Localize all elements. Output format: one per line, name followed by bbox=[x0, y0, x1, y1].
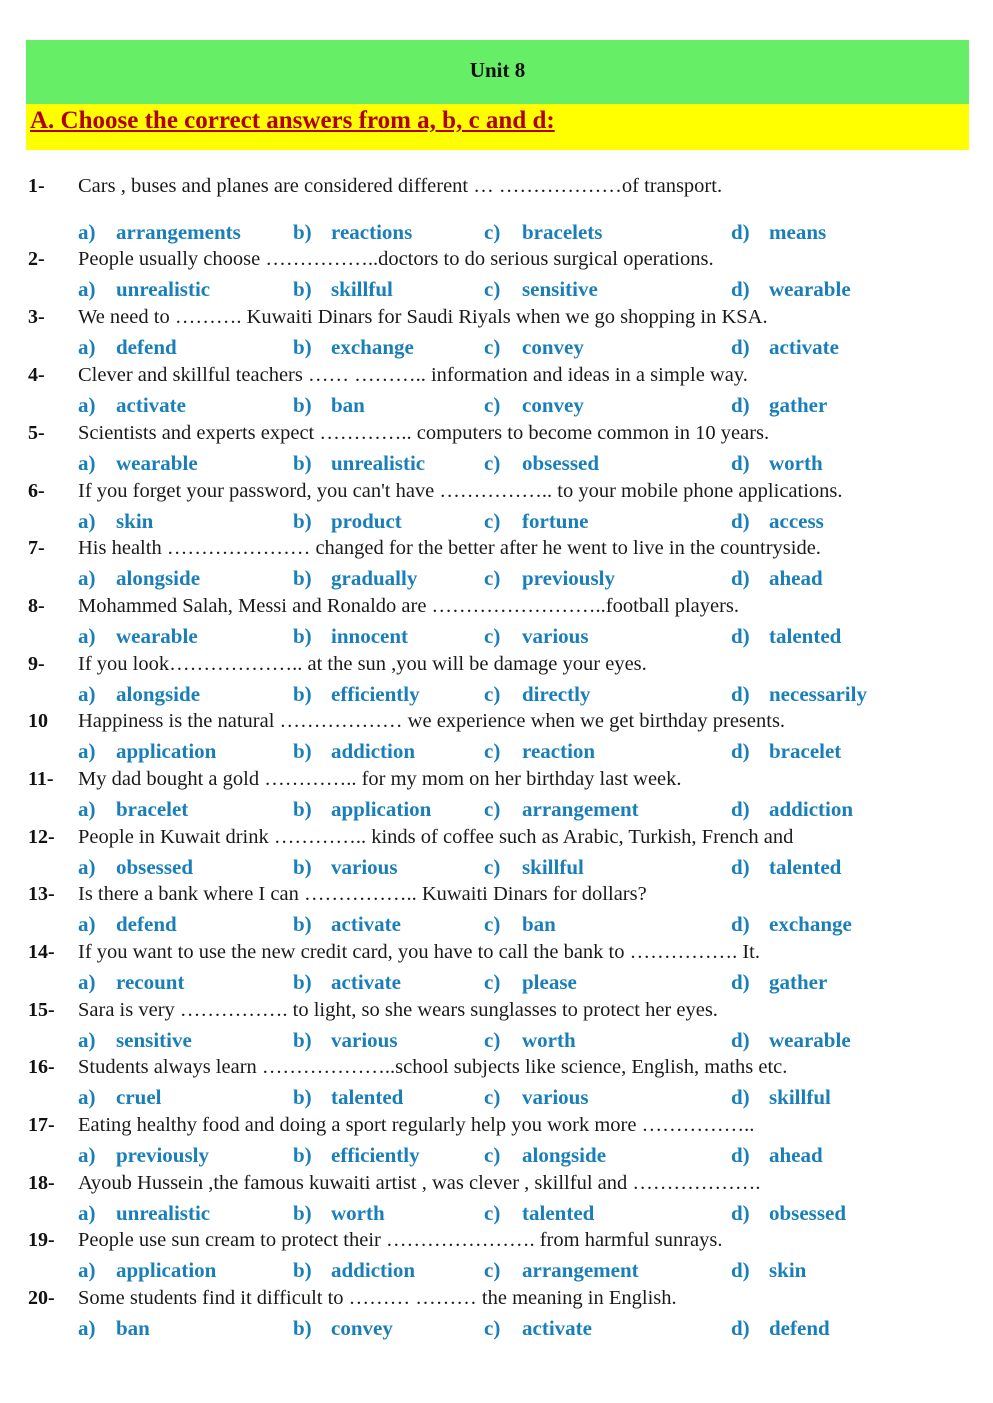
answer-option[interactable] bbox=[731, 1258, 806, 1283]
answer-option[interactable] bbox=[78, 451, 198, 476]
question-number: 1- bbox=[28, 175, 45, 197]
answer-option[interactable] bbox=[78, 855, 193, 880]
option-letter: d) bbox=[731, 220, 750, 244]
option-word: fortune bbox=[522, 509, 589, 533]
answer-option[interactable] bbox=[293, 624, 408, 649]
answer-option[interactable] bbox=[78, 912, 177, 937]
option-word: product bbox=[331, 509, 402, 533]
answer-option[interactable] bbox=[731, 970, 827, 995]
question-number: 8- bbox=[28, 595, 45, 617]
question-text: Eating healthy food and doing a sport regularly help you work more …………….. bbox=[78, 1114, 755, 1136]
answer-option[interactable] bbox=[484, 220, 602, 245]
answer-option[interactable] bbox=[731, 1143, 823, 1168]
question-text: If you look……………….. at the sun ,you will be damage your eyes. bbox=[78, 653, 647, 675]
option-word: convey bbox=[522, 335, 584, 359]
instruction-text: A. Choose the correct answers from a, b, c and d: bbox=[30, 107, 555, 134]
answer-option[interactable] bbox=[78, 682, 200, 707]
option-word: exchange bbox=[331, 335, 414, 359]
option-letter: d) bbox=[731, 682, 750, 706]
option-letter: b) bbox=[293, 1201, 312, 1225]
answer-option[interactable] bbox=[731, 797, 853, 822]
answer-option[interactable] bbox=[78, 739, 216, 764]
option-word: application bbox=[331, 797, 432, 821]
option-letter: d) bbox=[731, 855, 750, 879]
option-word: wearable bbox=[769, 1028, 851, 1052]
option-letter: a) bbox=[78, 451, 96, 475]
question-text: His health ………………… changed for the better after he went to live in the countryside. bbox=[78, 537, 821, 559]
option-word: addiction bbox=[331, 739, 416, 763]
option-letter: c) bbox=[484, 739, 501, 763]
answer-option[interactable] bbox=[78, 1085, 161, 1110]
answer-option[interactable] bbox=[293, 1085, 403, 1110]
option-word: application bbox=[116, 1258, 217, 1282]
question-number: 18- bbox=[28, 1172, 55, 1194]
answer-option[interactable] bbox=[484, 797, 639, 822]
answer-option[interactable] bbox=[731, 1028, 851, 1053]
question-number: 12- bbox=[28, 826, 55, 848]
option-letter: d) bbox=[731, 277, 750, 301]
option-word: wearable bbox=[769, 277, 851, 301]
option-letter: c) bbox=[484, 1028, 501, 1052]
option-letter: b) bbox=[293, 1028, 312, 1052]
question-number: 3- bbox=[28, 306, 45, 328]
question-number: 9- bbox=[28, 653, 45, 675]
option-letter: c) bbox=[484, 1085, 501, 1109]
option-letter: c) bbox=[484, 912, 501, 936]
option-word: addiction bbox=[331, 1258, 416, 1282]
answer-option[interactable] bbox=[293, 682, 420, 707]
option-letter: d) bbox=[731, 739, 750, 763]
question-number: 5- bbox=[28, 422, 45, 444]
option-word: activate bbox=[116, 393, 186, 417]
option-letter: a) bbox=[78, 566, 96, 590]
option-letter: b) bbox=[293, 624, 312, 648]
option-letter: a) bbox=[78, 1201, 96, 1225]
answer-option[interactable] bbox=[293, 335, 414, 360]
option-word: ban bbox=[116, 1316, 150, 1340]
answer-option[interactable] bbox=[731, 1201, 846, 1226]
option-word: various bbox=[331, 855, 398, 879]
option-letter: d) bbox=[731, 1201, 750, 1225]
option-letter: d) bbox=[731, 970, 750, 994]
option-letter: a) bbox=[78, 970, 96, 994]
answer-option[interactable] bbox=[484, 739, 595, 764]
option-word: sensitive bbox=[522, 277, 598, 301]
answer-option[interactable] bbox=[293, 220, 412, 245]
option-word: ahead bbox=[769, 1143, 823, 1167]
option-word: alongside bbox=[116, 566, 201, 590]
option-letter: b) bbox=[293, 566, 312, 590]
option-letter: b) bbox=[293, 220, 312, 244]
answer-option[interactable] bbox=[78, 1143, 209, 1168]
answer-option[interactable] bbox=[484, 912, 556, 937]
option-letter: b) bbox=[293, 1258, 312, 1282]
question-text: Some students find it difficult to ……… ……… the meaning in English. bbox=[78, 1287, 677, 1309]
option-letter: a) bbox=[78, 624, 96, 648]
option-letter: b) bbox=[293, 970, 312, 994]
option-word: obsessed bbox=[769, 1201, 847, 1225]
question-number: 16- bbox=[28, 1056, 55, 1078]
option-letter: c) bbox=[484, 509, 501, 533]
answer-option[interactable] bbox=[484, 566, 615, 591]
option-word: worth bbox=[769, 451, 823, 475]
answer-option[interactable] bbox=[293, 1316, 393, 1341]
question-text: Clever and skillful teachers …… ……….. information and ideas in a simple way. bbox=[78, 364, 748, 386]
answer-option[interactable] bbox=[293, 1201, 385, 1226]
option-word: talented bbox=[522, 1201, 595, 1225]
answer-option[interactable] bbox=[78, 220, 241, 245]
answer-option[interactable] bbox=[731, 509, 824, 534]
option-word: exchange bbox=[769, 912, 852, 936]
option-word: ban bbox=[331, 393, 365, 417]
option-letter: c) bbox=[484, 220, 501, 244]
answer-option[interactable] bbox=[731, 1085, 831, 1110]
option-letter: d) bbox=[731, 393, 750, 417]
option-word: worth bbox=[522, 1028, 576, 1052]
question-text: Scientists and experts expect ………….. computers to become common in 10 years. bbox=[78, 422, 770, 444]
option-letter: b) bbox=[293, 509, 312, 533]
option-word: skin bbox=[769, 1258, 807, 1282]
answer-option[interactable] bbox=[293, 797, 431, 822]
question-number: 10 bbox=[28, 710, 48, 732]
answer-option[interactable] bbox=[293, 855, 398, 880]
answer-option[interactable] bbox=[293, 277, 393, 302]
option-word: access bbox=[769, 509, 824, 533]
option-word: unrealistic bbox=[116, 1201, 211, 1225]
answer-option[interactable] bbox=[731, 220, 826, 245]
option-word: previously bbox=[116, 1143, 209, 1167]
option-word: previously bbox=[522, 566, 615, 590]
option-letter: a) bbox=[78, 797, 96, 821]
option-word: recount bbox=[116, 970, 185, 994]
option-word: alongside bbox=[116, 682, 201, 706]
option-word: bracelet bbox=[116, 797, 189, 821]
question-text: Is there a bank where I can …………….. Kuwaiti Dinars for dollars? bbox=[78, 883, 647, 905]
answer-option[interactable] bbox=[293, 912, 401, 937]
option-letter: c) bbox=[484, 970, 501, 994]
answer-option[interactable] bbox=[731, 855, 841, 880]
option-word: alongside bbox=[522, 1143, 607, 1167]
option-letter: a) bbox=[78, 1028, 96, 1052]
option-word: directly bbox=[522, 682, 591, 706]
option-word: ban bbox=[522, 912, 556, 936]
option-letter: d) bbox=[731, 1258, 750, 1282]
answer-option[interactable] bbox=[78, 566, 200, 591]
option-letter: b) bbox=[293, 277, 312, 301]
option-letter: a) bbox=[78, 220, 96, 244]
option-word: various bbox=[331, 1028, 398, 1052]
option-word: various bbox=[522, 624, 589, 648]
answer-option[interactable] bbox=[484, 1143, 606, 1168]
answer-option[interactable] bbox=[78, 1201, 210, 1226]
answer-option[interactable] bbox=[293, 1143, 420, 1168]
question-number: 7- bbox=[28, 537, 45, 559]
question-number: 15- bbox=[28, 999, 55, 1021]
answer-option[interactable] bbox=[78, 393, 186, 418]
answer-option[interactable] bbox=[484, 970, 577, 995]
option-word: application bbox=[116, 739, 217, 763]
question-text: Mohammed Salah, Messi and Ronaldo are ……………………..football players. bbox=[78, 595, 740, 617]
option-word: unrealistic bbox=[331, 451, 426, 475]
option-word: arrangements bbox=[116, 220, 241, 244]
answer-option[interactable] bbox=[484, 277, 598, 302]
option-letter: c) bbox=[484, 1258, 501, 1282]
question-number: 13- bbox=[28, 883, 55, 905]
question-number: 2- bbox=[28, 248, 45, 270]
option-word: convey bbox=[331, 1316, 393, 1340]
answer-option[interactable] bbox=[484, 1028, 576, 1053]
option-word: defend bbox=[116, 335, 177, 359]
question-text: My dad bought a gold ………….. for my mom on her birthday last week. bbox=[78, 768, 682, 790]
option-word: reaction bbox=[522, 739, 596, 763]
option-letter: a) bbox=[78, 682, 96, 706]
option-word: activate bbox=[331, 912, 401, 936]
answer-option[interactable] bbox=[78, 970, 184, 995]
answer-option[interactable] bbox=[78, 1316, 150, 1341]
question-number: 17- bbox=[28, 1114, 55, 1136]
option-word: various bbox=[522, 1085, 589, 1109]
option-letter: b) bbox=[293, 912, 312, 936]
option-letter: c) bbox=[484, 855, 501, 879]
option-letter: d) bbox=[731, 335, 750, 359]
option-word: obsessed bbox=[522, 451, 600, 475]
answer-option[interactable] bbox=[731, 566, 823, 591]
answer-option[interactable] bbox=[731, 682, 867, 707]
question-text: People in Kuwait drink ………….. kinds of coffee such as Arabic, Turkish, French and bbox=[78, 826, 794, 848]
option-word: talented bbox=[769, 855, 842, 879]
option-word: defend bbox=[769, 1316, 830, 1340]
answer-option[interactable] bbox=[484, 393, 584, 418]
option-letter: a) bbox=[78, 739, 96, 763]
option-letter: a) bbox=[78, 509, 96, 533]
question-number: 19- bbox=[28, 1229, 55, 1251]
option-word: arrangement bbox=[522, 797, 639, 821]
option-letter: b) bbox=[293, 1316, 312, 1340]
option-word: skillful bbox=[522, 855, 584, 879]
option-letter: c) bbox=[484, 797, 501, 821]
option-letter: b) bbox=[293, 451, 312, 475]
answer-option[interactable] bbox=[484, 1258, 639, 1283]
option-letter: b) bbox=[293, 393, 312, 417]
answer-option[interactable] bbox=[731, 1316, 830, 1341]
answer-option[interactable] bbox=[293, 509, 402, 534]
option-letter: c) bbox=[484, 277, 501, 301]
option-word: convey bbox=[522, 393, 584, 417]
option-letter: b) bbox=[293, 797, 312, 821]
answer-option[interactable] bbox=[78, 1258, 216, 1283]
question-text: Students always learn ………………..school subjects like science, English, maths etc. bbox=[78, 1056, 788, 1078]
option-word: efficiently bbox=[331, 682, 420, 706]
option-word: defend bbox=[116, 912, 177, 936]
option-letter: c) bbox=[484, 335, 501, 359]
answer-option[interactable] bbox=[484, 624, 589, 649]
option-letter: a) bbox=[78, 1143, 96, 1167]
question-text: If you want to use the new credit card, you have to call the bank to ……………. It. bbox=[78, 941, 761, 963]
option-word: innocent bbox=[331, 624, 409, 648]
question-number: 11- bbox=[28, 768, 54, 790]
answer-option[interactable] bbox=[78, 335, 177, 360]
option-letter: d) bbox=[731, 912, 750, 936]
question-number: 14- bbox=[28, 941, 55, 963]
option-word: ahead bbox=[769, 566, 823, 590]
answer-option[interactable] bbox=[78, 797, 188, 822]
answer-option[interactable] bbox=[484, 509, 589, 534]
option-letter: d) bbox=[731, 1028, 750, 1052]
option-letter: a) bbox=[78, 855, 96, 879]
question-text: Happiness is the natural ……………… we experience when we get birthday presents. bbox=[78, 710, 786, 732]
question-text: We need to ………. Kuwaiti Dinars for Saudi Riyals when we go shopping in KSA. bbox=[78, 306, 768, 328]
answer-option[interactable] bbox=[731, 451, 823, 476]
option-letter: c) bbox=[484, 1316, 501, 1340]
answer-option[interactable] bbox=[731, 335, 839, 360]
option-word: talented bbox=[769, 624, 842, 648]
option-word: activate bbox=[331, 970, 401, 994]
option-letter: b) bbox=[293, 855, 312, 879]
option-word: bracelet bbox=[769, 739, 842, 763]
question-number: 6- bbox=[28, 480, 45, 502]
option-word: unrealistic bbox=[116, 277, 211, 301]
answer-option[interactable] bbox=[293, 566, 417, 591]
option-letter: b) bbox=[293, 739, 312, 763]
option-letter: a) bbox=[78, 912, 96, 936]
option-letter: a) bbox=[78, 277, 96, 301]
option-letter: c) bbox=[484, 682, 501, 706]
option-letter: a) bbox=[78, 393, 96, 417]
option-word: skillful bbox=[769, 1085, 831, 1109]
answer-option[interactable] bbox=[293, 739, 415, 764]
answer-option[interactable] bbox=[731, 912, 852, 937]
option-letter: d) bbox=[731, 566, 750, 590]
option-letter: d) bbox=[731, 509, 750, 533]
option-letter: a) bbox=[78, 1258, 96, 1282]
option-word: talented bbox=[331, 1085, 404, 1109]
option-letter: c) bbox=[484, 624, 501, 648]
answer-option[interactable] bbox=[484, 451, 599, 476]
option-word: skillful bbox=[331, 277, 393, 301]
option-word: means bbox=[769, 220, 827, 244]
option-letter: a) bbox=[78, 335, 96, 359]
answer-option[interactable] bbox=[78, 1028, 192, 1053]
option-word: please bbox=[522, 970, 577, 994]
question-text: People use sun cream to protect their …………………. from harmful sunrays. bbox=[78, 1229, 723, 1251]
option-word: wearable bbox=[116, 451, 198, 475]
option-letter: b) bbox=[293, 1143, 312, 1167]
option-letter: b) bbox=[293, 1085, 312, 1109]
answer-option[interactable] bbox=[484, 1316, 592, 1341]
answer-option[interactable] bbox=[293, 393, 365, 418]
answer-option[interactable] bbox=[731, 739, 841, 764]
option-word: bracelets bbox=[522, 220, 603, 244]
answer-option[interactable] bbox=[78, 277, 210, 302]
option-letter: c) bbox=[484, 393, 501, 417]
option-letter: c) bbox=[484, 1143, 501, 1167]
answer-option[interactable] bbox=[484, 1201, 594, 1226]
option-letter: d) bbox=[731, 1143, 750, 1167]
option-letter: c) bbox=[484, 566, 501, 590]
option-word: worth bbox=[331, 1201, 385, 1225]
answer-option[interactable] bbox=[731, 277, 851, 302]
option-letter: a) bbox=[78, 1316, 96, 1340]
answer-option[interactable] bbox=[731, 624, 841, 649]
option-word: activate bbox=[522, 1316, 592, 1340]
unit-title: Unit 8 bbox=[469, 58, 526, 82]
answer-option[interactable] bbox=[78, 509, 153, 534]
answer-option[interactable] bbox=[484, 682, 590, 707]
option-word: necessarily bbox=[769, 682, 867, 706]
option-word: reactions bbox=[331, 220, 413, 244]
question-number: 4- bbox=[28, 364, 45, 386]
answer-option[interactable] bbox=[293, 1258, 415, 1283]
option-word: gather bbox=[769, 970, 828, 994]
option-letter: a) bbox=[78, 1085, 96, 1109]
option-word: activate bbox=[769, 335, 839, 359]
answer-option[interactable] bbox=[293, 451, 425, 476]
option-word: addiction bbox=[769, 797, 854, 821]
option-word: efficiently bbox=[331, 1143, 420, 1167]
option-letter: d) bbox=[731, 1316, 750, 1340]
option-letter: d) bbox=[731, 797, 750, 821]
option-word: sensitive bbox=[116, 1028, 192, 1052]
option-word: obsessed bbox=[116, 855, 194, 879]
option-word: skin bbox=[116, 509, 154, 533]
option-letter: d) bbox=[731, 624, 750, 648]
option-word: arrangement bbox=[522, 1258, 639, 1282]
option-letter: c) bbox=[484, 1201, 501, 1225]
option-letter: d) bbox=[731, 451, 750, 475]
option-letter: d) bbox=[731, 1085, 750, 1109]
question-text: Sara is very ……………. to light, so she wears sunglasses to protect her eyes. bbox=[78, 999, 718, 1021]
question-text: If you forget your password, you can't have …………….. to your mobile phone applications. bbox=[78, 480, 843, 502]
answer-option[interactable] bbox=[484, 1085, 589, 1110]
answer-option[interactable] bbox=[293, 970, 401, 995]
option-word: gather bbox=[769, 393, 828, 417]
option-letter: b) bbox=[293, 335, 312, 359]
answer-option[interactable] bbox=[731, 393, 827, 418]
question-text: Cars , buses and planes are considered different … ………………of transport. bbox=[78, 175, 723, 197]
question-text: Ayoub Hussein ,the famous kuwaiti artist , was clever , skillful and ………………. bbox=[78, 1172, 761, 1194]
question-number: 20- bbox=[28, 1287, 55, 1309]
option-word: cruel bbox=[116, 1085, 162, 1109]
option-word: gradually bbox=[331, 566, 418, 590]
question-text: People usually choose ……………..doctors to do serious surgical operations. bbox=[78, 248, 714, 270]
answer-option[interactable] bbox=[293, 1028, 398, 1053]
option-word: wearable bbox=[116, 624, 198, 648]
answer-option[interactable] bbox=[78, 624, 198, 649]
answer-option[interactable] bbox=[484, 335, 584, 360]
option-letter: c) bbox=[484, 451, 501, 475]
answer-option[interactable] bbox=[484, 855, 584, 880]
option-letter: b) bbox=[293, 682, 312, 706]
